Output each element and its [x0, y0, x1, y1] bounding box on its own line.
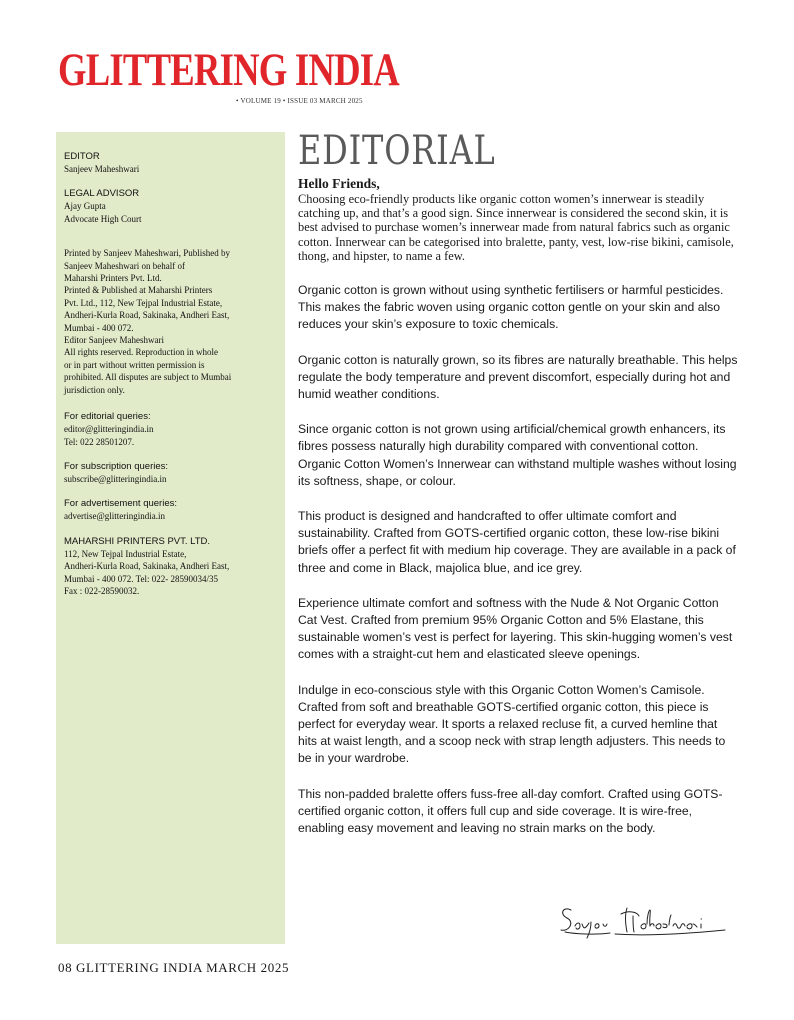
- imprint-line: Sanjeev Maheshwari on behalf of: [64, 260, 185, 271]
- body-paragraph: Experience ultimate comfort and softness with the Nude & Not Organic Cotton Cat Vest. Crafted from premium 95% Organic Cotton and 5% Elastane, this sustainable women’s vest is perfect for layering. This skin-hugging women’s vest comes with a straight-cut hem and elasticated sleeve openings.: [298, 595, 733, 662]
- legal-block: [64, 187, 277, 225]
- body-paragraph: Organic cotton is grown without using synthetic fertilisers or harmful pesticides. This makes the fabric woven using organic cotton gentle on your skin and also reduces your skin’s exposure to toxic chemicals.: [298, 283, 724, 332]
- imprint-line: Editor Sanjeev Maheshwari: [64, 335, 164, 346]
- editorial-email[interactable]: editor@glitteringindia.in: [64, 424, 154, 435]
- masthead-title: GLITTERING INDIA: [58, 44, 399, 96]
- imprint-block: [64, 247, 277, 396]
- imprint-line: Printed & Published at Maharshi Printers: [64, 285, 213, 296]
- body-paragraph: This product is designed and handcrafted to offer ultimate comfort and sustainability. Crafted from GOTS-certified organic cotton, these low-rise bikini briefs offer a perfect fit with medium hip coverage. They are available in a pack of three and come in Black, majolica blue, and ice grey.: [298, 509, 736, 575]
- advertisement-email[interactable]: advertise@glitteringindia.in: [64, 511, 166, 522]
- body-paragraph: Indulge in eco-conscious style with this Organic Cotton Women’s Camisole. Crafted from soft and breathable GOTS-certified organic cotton, this piece is perfect for everyday wear. It sports a relaxed recluse fit, a curved hemline that hits at waist length, and a scoop neck with strap length adjusters. This needs to be in your wardrobe.: [298, 682, 726, 766]
- printer-block: [64, 535, 277, 598]
- legal-heading: LEGAL ADVISOR: [64, 188, 140, 200]
- imprint-line: or in part without written permission is: [64, 359, 205, 370]
- printer-line: 112, New Tejpal Industrial Estate,: [64, 548, 187, 559]
- legal-line: Advocate High Court: [64, 213, 142, 224]
- issue-line: • VOLUME 19 • ISSUE 03 MARCH 2025: [236, 97, 363, 105]
- editorial-queries-heading: For editorial queries:: [64, 411, 151, 423]
- legal-line: Ajay Gupta: [64, 201, 106, 212]
- body-paragraph: Organic cotton is naturally grown, so its fibres are naturally breathable. This helps regulate the body temperature and prevent discomfort, especially during hot and humid weather conditions.: [298, 352, 738, 402]
- legal-details: [64, 200, 277, 225]
- body-paragraph: This non-padded bralette offers fuss-free all-day comfort. Crafted using GOTS-certified organic cotton, it offers full cup and side coverage. It is wire-free, enabling easy movement and leaving no strain marks on the body.: [298, 786, 723, 836]
- printer-heading: MAHARSHI PRINTERS PVT. LTD.: [64, 535, 211, 547]
- masthead: [58, 44, 399, 96]
- editorial-title: EDITORIAL: [298, 128, 496, 174]
- printer-line: Mumbai - 400 072. Tel: 022- 28590034/35: [64, 573, 218, 584]
- imprint-line: jurisdiction only.: [64, 384, 125, 395]
- editor-signature: [555, 900, 740, 944]
- editor-heading: EDITOR: [64, 151, 100, 162]
- imprint-text: [64, 247, 277, 396]
- imprint-sidebar: [56, 132, 285, 944]
- printer-line: Fax : 022-28590032.: [64, 585, 140, 596]
- imprint-line: Mumbai - 400 072.: [64, 322, 134, 333]
- subscription-queries-block: [64, 460, 277, 485]
- imprint-line: All rights reserved. Reproduction in whole: [64, 347, 218, 358]
- imprint-line: prohibited. All disputes are subject to Mumbai: [64, 372, 232, 383]
- greeting: Hello Friends,: [298, 176, 380, 191]
- editorial-phone: Tel: 022 28501207.: [64, 436, 135, 447]
- page-footer: 08 GLITTERING INDIA MARCH 2025: [58, 960, 290, 975]
- editor-name: Sanjeev Maheshwari: [64, 164, 140, 174]
- subscription-queries-heading: For subscription queries:: [64, 460, 169, 472]
- advertisement-queries-block: [64, 497, 277, 522]
- editorial-body: [298, 176, 738, 837]
- body-paragraph: Since organic cotton is not grown using artificial/chemical growth enhancers, its fibres possess naturally high durability compared with conventional cotton. Organic Cotton Women’s Innerwear can withstand multiple washes without losing its softness, shape, or colour.: [298, 422, 737, 488]
- imprint-line: Pvt. Ltd., 112, New Tejpal Industrial Estate,: [64, 297, 223, 308]
- intro-paragraph: Choosing eco-friendly products like organic cotton women’s innerwear is steadily catching up, and that’s a good sign. Since innerwear is considered the second skin, it is best advised to purchase women’s innerwear made from natural fabrics such as organic cotton. Innerwear can be categorised into bralette, panty, vest, low-rise bikini, camisole, thong, and hipster, to name a few.: [298, 192, 734, 263]
- printer-line: Andheri-Kurla Road, Sakinaka, Andheri East,: [64, 561, 230, 572]
- advertisement-queries-heading: For advertisement queries:: [64, 498, 177, 510]
- editor-block: [64, 150, 277, 175]
- imprint-line: Printed by Sanjeev Maheshwari, Published by: [64, 248, 230, 259]
- subscription-email[interactable]: subscribe@glitteringindia.in: [64, 473, 167, 484]
- editorial-queries-block: [64, 410, 277, 448]
- imprint-line: Andheri-Kurla Road, Sakinaka, Andheri East,: [64, 310, 230, 321]
- printer-address: [64, 548, 277, 598]
- imprint-line: Maharshi Printers Pvt. Ltd.: [64, 273, 162, 284]
